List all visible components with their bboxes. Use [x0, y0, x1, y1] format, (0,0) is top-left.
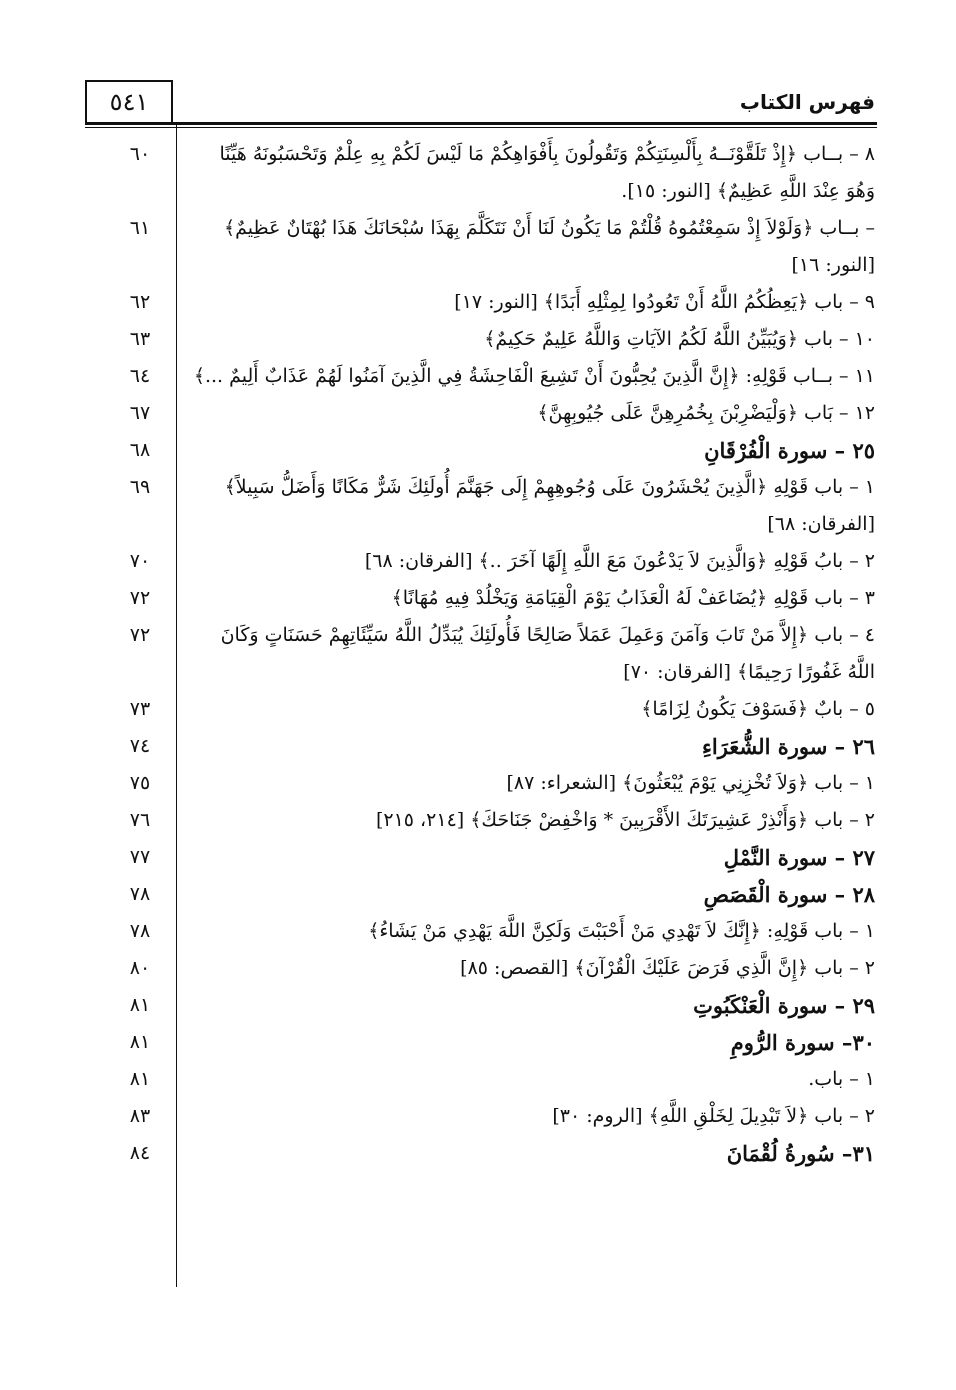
- page-number-box: [85, 80, 173, 122]
- toc-entry: [100, 691, 875, 728]
- toc-entry-text: ٢٩ – سورة الْعَنْكَبُوتِ: [693, 993, 875, 1018]
- toc-entry-text: ١١ – بــاب قَوْلِهِ: ﴿إِنَّ الَّذِينَ يُحِبُّونَ أَنْ تَشِيعَ الْفَاحِشَةُ فِي الَّذِينَ آمَنُوا لَهُمْ عَذَابٌ أَلِيمٌ ...﴾: [193, 365, 875, 387]
- toc-entry: [100, 1098, 875, 1135]
- toc-entry-page: ٧٠: [129, 550, 151, 572]
- toc-entry: [100, 580, 875, 617]
- toc-entry-page: ٦١: [129, 217, 151, 239]
- toc-entry-page: ٧٨: [129, 920, 151, 942]
- toc-entry-text: ٤ – باب ﴿إِلاَّ مَنْ تَابَ وَآمَنَ وَعَمِلَ عَمَلاً صَالِحًا فَأُولَئِكَ يُبَدِّلُ اللَّهُ سَيِّئَاتِهِمْ حَسَنَاتٍ وَكَانَ اللَّهُ غَفُورًا رَحِيمًا﴾ [الفرقان: ٧٠]: [220, 624, 875, 683]
- toc-entry: [100, 358, 875, 395]
- toc-entry-text: ١ – باب.: [808, 1068, 875, 1090]
- toc-entry-page: ٨١: [129, 994, 151, 1016]
- toc-entry-page: ٦٣: [129, 328, 151, 350]
- toc-entry-text: ١ – باب قَوْلِهِ ﴿الَّذِينَ يُحْشَرُونَ عَلَى وُجُوهِهِمْ إِلَى جَهَنَّمَ أُولَئِكَ شَرٌّ مَكَانًا وَأَضَلُّ سَبِيلاً﴾ [الفرقان: ٦٨]: [224, 476, 875, 535]
- toc-entry-page: ٧٢: [129, 624, 151, 646]
- toc-entry-page: ٨٣: [129, 1105, 151, 1127]
- toc-entry-text: ٩ – باب ﴿يَعِظُكُمُ اللَّهُ أَنْ تَعُودُوا لِمِثْلِهِ أَبَدًا﴾ [النور: ١٧]: [454, 291, 875, 313]
- toc-list: [100, 136, 875, 1172]
- toc-entry: [100, 543, 875, 580]
- toc-entry-page: ٦٤: [129, 365, 151, 387]
- toc-entry: [100, 802, 875, 839]
- toc-entry-text: ١٠ – باب ﴿وَيُبَيِّنُ اللَّهُ لَكُمُ الآيَاتِ وَاللَّهُ عَلِيمٌ حَكِيمٌ﴾: [484, 328, 875, 350]
- toc-entry-page: ٧٤: [129, 735, 151, 757]
- toc-entry-page: ٧٨: [129, 883, 151, 905]
- toc-entry-page: ٨١: [129, 1031, 151, 1053]
- header-rule-thin: [85, 127, 877, 128]
- toc-entry-text: ٢ – باب ﴿وَأَنْذِرْ عَشِيرَتَكَ الأَقْرَبِينَ * وَاخْفِضْ جَنَاحَكَ﴾ [٢١٤، ٢١٥]: [375, 809, 875, 831]
- toc-entry-text: ١ – باب قَوْلِهِ: ﴿إِنَّكَ لاَ تَهْدِي مَنْ أَحْبَبْتَ وَلَكِنَّ اللَّهَ يَهْدِي مَنْ يَشَاءُ﴾: [368, 920, 875, 942]
- toc-entry: [100, 950, 875, 987]
- page-number: ٥٤١: [109, 88, 149, 116]
- toc-entry-text: ٢٦ – سورة الشُّعَرَاءِ: [702, 734, 875, 759]
- toc-entry: [100, 913, 875, 950]
- toc-entry-page: ٦٧: [129, 402, 151, 424]
- toc-heading-entry: [100, 987, 875, 1024]
- toc-entry-text: ٣١– سُورةُ لُقْمَانَ: [726, 1141, 875, 1166]
- toc-entry-text: ١ – باب ﴿وَلاَ تُخْزِنِي يَوْمَ يُبْعَثُونَ﴾ [الشعراء: ٨٧]: [506, 772, 875, 794]
- running-title: فهرس الكتاب: [739, 90, 875, 114]
- page-header: [85, 80, 875, 124]
- toc-entry-text: ٢٨ – سورة الْقَصَصِ: [703, 882, 875, 907]
- toc-heading-entry: [100, 728, 875, 765]
- toc-entry: [100, 617, 875, 691]
- toc-heading-entry: [100, 1024, 875, 1061]
- toc-entry-page: ٦٢: [129, 291, 151, 313]
- toc-entry: [100, 395, 875, 432]
- toc-entry-text: ٣ – باب قَوْلِهِ ﴿يُضَاعَفْ لَهُ الْعَذَابُ يَوْمَ الْقِيَامَةِ وَيَخْلُدْ فِيهِ مُهَانًا﴾: [391, 587, 875, 609]
- toc-entry: [100, 765, 875, 802]
- toc-entry-text: ٢٧ – سورة النَّمْلِ: [723, 845, 875, 870]
- toc-entry-page: ٧٣: [129, 698, 151, 720]
- toc-entry: [100, 284, 875, 321]
- toc-entry-page: ٨٠: [129, 957, 151, 979]
- toc-entry-page: ٨٤: [129, 1142, 151, 1164]
- toc-entry-text: ١٢ – بَاب ﴿وَلْيَضْرِبْنَ بِخُمُرِهِنَّ عَلَى جُيُوبِهِنَّ﴾: [537, 402, 875, 424]
- toc-entry-page: ٧٧: [129, 846, 151, 868]
- toc-entry: [100, 136, 875, 210]
- toc-entry: [100, 1061, 875, 1098]
- toc-entry: [100, 210, 875, 284]
- toc-heading-entry: [100, 839, 875, 876]
- toc-entry-text: ٢ – باب ﴿إِنَّ الَّذِي فَرَضَ عَلَيْكَ الْقُرْآنَ﴾ [القصص: ٨٥]: [460, 957, 875, 979]
- toc-entry-page: ٦٩: [129, 476, 151, 498]
- toc-entry-text: – بــاب ﴿وَلَوْلاَ إِذْ سَمِعْتُمُوهُ قُلْتُمْ مَا يَكُونُ لَنَا أَنْ نَتَكَلَّمَ بِهَذَا سُبْحَانَكَ هَذَا بُهْتَانٌ عَظِيمٌ﴾ [النور: ١٦]: [223, 217, 875, 276]
- toc-entry-text: ٢ – باب ﴿لاَ تَبْدِيلَ لِخَلْقِ اللَّهِ﴾ [الروم: ٣٠]: [552, 1105, 875, 1127]
- toc-entry: [100, 321, 875, 358]
- toc-entry-page: ٦٨: [129, 439, 151, 461]
- toc-entry-page: ٦٠: [129, 143, 151, 165]
- toc-entry-page: ٧٥: [129, 772, 151, 794]
- toc-entry-text: ٢ – بابُ قَوْلِهِ ﴿وَالَّذِينَ لاَ يَدْعُونَ مَعَ اللَّهِ إِلَهًا آخَرَ ..﴾ [الفرقان: ٦٨]: [364, 550, 875, 572]
- toc-entry-page: ٧٢: [129, 587, 151, 609]
- toc-heading-entry: [100, 1135, 875, 1172]
- toc-entry-page: ٧٦: [129, 809, 151, 831]
- header-rule-thick: [85, 122, 877, 125]
- toc-entry-text: ٣٠– سورة الرُّومِ: [730, 1030, 875, 1055]
- toc-entry-text: ٢٥ – سورة الْفُرْقَانِ: [704, 438, 875, 463]
- toc-entry-text: ٨ – بــاب ﴿إِذْ تَلَقَّوْنَــهُ بِأَلْسِنَتِكُمْ وَتَقُولُونَ بِأَفْوَاهِكُمْ مَا لَيْسَ لَكُمْ بِهِ عِلْمٌ وَتَحْسَبُونَهُ هَيِّنًا وَهُوَ عِنْدَ اللَّهِ عَظِيمٌ﴾ [النور: ١٥].: [219, 143, 875, 202]
- toc-entry: [100, 469, 875, 543]
- toc-entry-text: ٥ – بابٌ ﴿فَسَوْفَ يَكُونُ لِزَامًا﴾: [641, 698, 875, 720]
- toc-entry-page: ٨١: [129, 1068, 151, 1090]
- toc-heading-entry: [100, 876, 875, 913]
- toc-heading-entry: [100, 432, 875, 469]
